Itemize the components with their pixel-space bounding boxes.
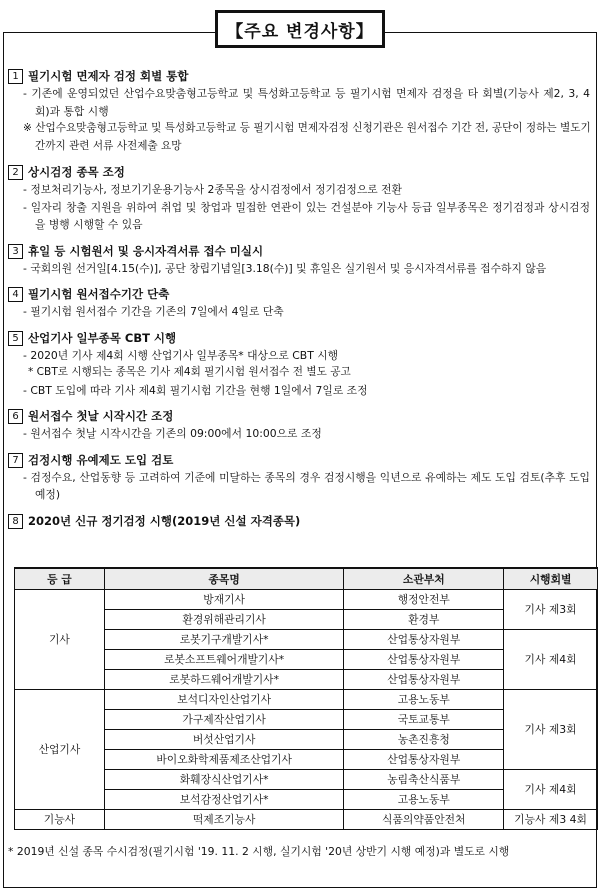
section-3 — [8, 243, 596, 278]
item-name-cell: 보석디자인산업기사 — [104, 690, 344, 710]
bullet-item: - 일자리 창출 지원을 위하여 취업 및 창업과 밀접한 연관이 있는 건설분야 기능사 등급 일부종목은 정기검정과 상시검정을 병행 시행할 수 있음 — [23, 200, 590, 231]
table-row — [15, 590, 598, 610]
section-heading-text: 필기시험 원서접수기간 단축 — [28, 287, 170, 301]
item-name-cell: 바이오화학제품제조산업기사 — [104, 750, 344, 770]
item-name-cell: 화훼장식산업기사* — [104, 770, 344, 790]
note-item: ※ 산업수요맞춤형고등학교 및 특성화고등학교 등 필기시험 면제자검정 신청기관은 원서접수 기간 전, 공단이 정하는 별도기간까지 관련 서류 사전제출 요망 — [23, 122, 591, 152]
section-number: 4 — [8, 287, 23, 302]
section-number: 1 — [8, 69, 23, 84]
ministry-cell: 산업통상자원부 — [344, 650, 504, 670]
round-cell: 기능사 제3 4회 — [504, 810, 598, 830]
grade-cell: 기능사 — [15, 810, 105, 830]
schedule-table — [14, 567, 598, 830]
section-number: 7 — [8, 453, 23, 468]
section-2 — [8, 164, 596, 234]
section-heading-text: 휴일 등 시험원서 및 응시자격서류 접수 미실시 — [28, 243, 264, 258]
item-name-cell: 환경위해관리기사 — [104, 610, 344, 630]
bullet-item: - 검정수요, 산업동향 등 고려하여 기준에 미달하는 종목의 경우 검정시행을 익년으로 유예하는 제도 도입 검토(추후 도입 예정) — [23, 470, 590, 501]
section-number: 5 — [8, 331, 23, 346]
item-name-cell: 로봇하드웨어개발기사* — [104, 670, 344, 690]
section-heading-text: 검정시행 유예제도 도입 검토 — [28, 452, 174, 467]
bullet-item: - 기존에 운영되었던 산업수요맞춤형고등학교 및 특성화고등학교 등 필기시험 면제자 검정을 타 회별(기능사 제2, 3, 4회)과 통합 시행 — [23, 87, 590, 118]
ministry-cell: 고용노동부 — [344, 690, 504, 710]
section-heading-text: 필기시험 면제자 검정 회별 통합 — [28, 69, 189, 83]
section-heading — [8, 286, 596, 303]
grade-cell: 기사 — [15, 590, 105, 690]
section-heading-text: 2020년 신규 정기검정 시행(2019년 신설 자격종목) — [28, 513, 301, 528]
bullet-item: - 원서접수 첫날 시작시간을 기존의 09:00에서 10:00으로 조정 — [23, 427, 322, 440]
grade-cell: 산업기사 — [15, 690, 105, 810]
ministry-cell: 국토교통부 — [344, 710, 504, 730]
item-name-cell: 로봇기구개발기사* — [104, 630, 344, 650]
bullet-item: - 필기시험 원서접수 기간을 기존의 7일에서 4일로 단축 — [23, 305, 284, 318]
section-7 — [8, 452, 596, 504]
item-name-cell: 버섯산업기사 — [104, 730, 344, 750]
ministry-cell: 농촌진흥청 — [344, 730, 504, 750]
section-heading — [8, 243, 596, 260]
section-number: 8 — [8, 514, 23, 529]
ministry-cell: 산업통상자원부 — [344, 750, 504, 770]
header-item: 종목명 — [104, 568, 344, 590]
round-cell: 기사 제4회 — [504, 770, 598, 810]
section-heading-text: 산업기사 일부종목 CBT 시행 — [28, 330, 177, 345]
section-heading-text: 상시검정 종목 조정 — [28, 165, 125, 179]
footnote: * 2019년 신설 종목 수시검정(필기시험 '19. 11. 2 시행, 실기시험 '20년 상반기 시행 예정)과 별도로 시행 — [8, 845, 510, 858]
ministry-cell: 행정안전부 — [344, 590, 504, 610]
section-number: 6 — [8, 409, 23, 424]
section-heading — [8, 330, 596, 347]
item-name-cell: 가구제작산업기사 — [104, 710, 344, 730]
header-ministry: 소관부처 — [344, 568, 504, 590]
section-heading — [8, 513, 596, 530]
ministry-cell: 산업통상자원부 — [344, 630, 504, 650]
section-heading — [8, 408, 596, 425]
item-name-cell: 방재기사 — [104, 590, 344, 610]
ministry-cell: 산업통상자원부 — [344, 670, 504, 690]
ministry-cell: 고용노동부 — [344, 790, 504, 810]
page-title: 【주요 변경사항】 — [215, 10, 385, 48]
sections-container — [8, 68, 596, 539]
note-item: * CBT로 시행되는 종목은 기사 제4회 필기시험 원서접수 전 별도 공고 — [28, 366, 351, 378]
round-cell: 기사 제3회 — [504, 590, 598, 630]
round-cell: 기사 제3회 — [504, 690, 598, 770]
section-heading — [8, 68, 596, 85]
section-number: 2 — [8, 165, 23, 180]
header-round: 시행회별 — [504, 568, 598, 590]
header-grade: 등 급 — [15, 568, 105, 590]
table-row — [15, 690, 598, 710]
round-cell: 기사 제4회 — [504, 630, 598, 690]
bullet-item: - CBT 도입에 따라 기사 제4회 필기시험 기간을 현행 1일에서 7일로 조정 — [23, 383, 368, 397]
section-heading-text: 원서접수 첫날 시작시간 조정 — [28, 409, 174, 423]
section-1 — [8, 68, 596, 155]
section-number: 3 — [8, 244, 23, 259]
section-8 — [8, 513, 596, 530]
item-name-cell: 보석감정산업기사* — [104, 790, 344, 810]
section-heading — [8, 164, 596, 181]
table-header-row — [15, 568, 598, 590]
section-4 — [8, 286, 596, 321]
section-6 — [8, 408, 596, 443]
bullet-item: - 정보처리기능사, 정보기기운용기능사 2종목을 상시검정에서 정기검정으로 전환 — [23, 183, 402, 196]
ministry-cell: 환경부 — [344, 610, 504, 630]
table-row — [15, 810, 598, 830]
item-name-cell: 떡제조기능사 — [104, 810, 344, 830]
bullet-item: - 국회의원 선거일[4.15(수)], 공단 창립기념일[3.18(수)] 및 휴일은 실기원서 및 응시자격서류를 접수하지 않음 — [23, 261, 547, 275]
item-name-cell: 로봇소프트웨어개발기사* — [104, 650, 344, 670]
section-heading — [8, 452, 596, 469]
bullet-item: - 2020년 기사 제4회 시행 산업기사 일부종목* 대상으로 CBT 시행 — [23, 348, 339, 362]
ministry-cell: 식품의약품안전처 — [344, 810, 504, 830]
ministry-cell: 농림축산식품부 — [344, 770, 504, 790]
section-5 — [8, 330, 596, 400]
